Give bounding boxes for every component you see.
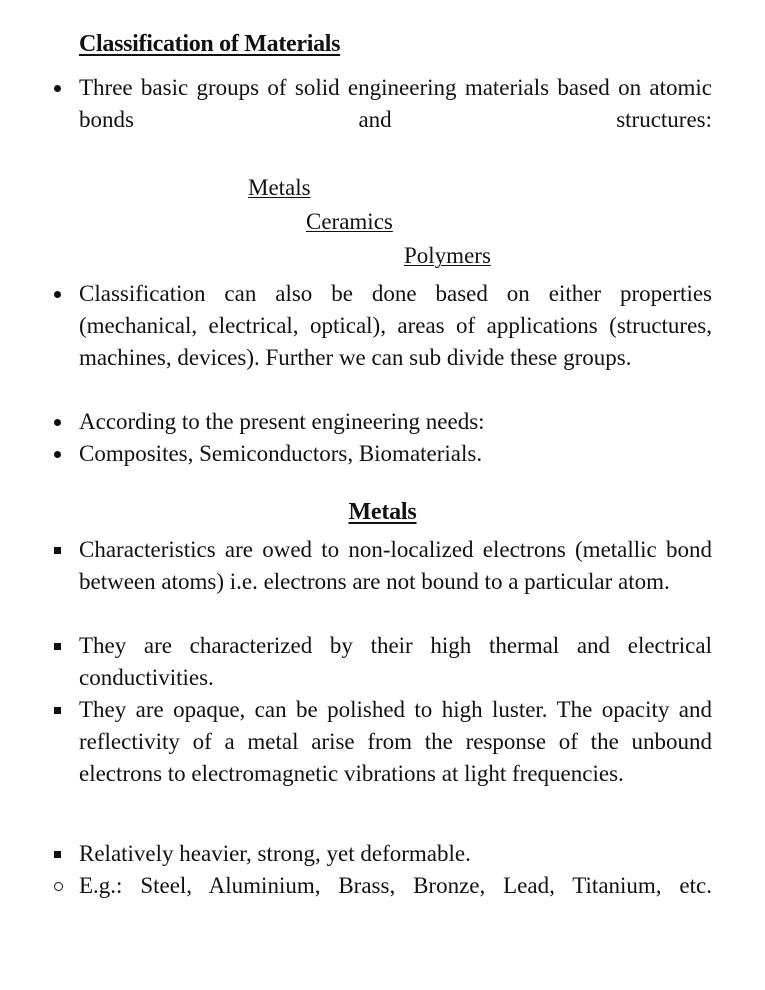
category-metals: Metals [248,175,311,200]
list-item [50,534,712,598]
bullet-group-intro-3 [50,406,712,438]
list-item [50,838,712,870]
list-item-text: They are characterized by their high thermal and electrical conductivities. [79,633,712,690]
list-item-text: Characteristics are owed to non-localized electrons (metallic bond between atoms) i.e. electrons are not bound to a particular atom. [79,537,712,594]
list-item [50,278,712,374]
bullet-group-metals-3 [50,694,712,790]
bullet-group-metals-5 [50,870,712,934]
disc-bullet-icon [54,72,72,104]
page-title: Classification of Materials [79,31,341,57]
square-bullet-icon [54,694,72,726]
list-item [50,694,712,790]
circle-bullet-icon [54,870,72,902]
bullet-group-intro-2 [50,278,712,374]
square-bullet-icon [54,838,72,870]
square-bullet-icon [54,630,72,662]
list-item [50,870,712,934]
list-item-text: E.g.: Steel, Aluminium, Brass, Bronze, Lead, Titanium, etc. [79,873,712,898]
disc-bullet-icon [54,278,72,310]
list-item-text: Classification can also be done based on either properties (mechanical, electrical, optical), areas of applications (structures, machines, devices). Further we can sub divide these groups. [79,281,712,370]
list-item-text: Relatively heavier, strong, yet deformable. [79,841,471,866]
disc-bullet-icon [54,406,72,438]
list-item-text: Composites, Semiconductors, Biomaterials. [79,441,483,466]
disc-bullet-icon [54,438,72,470]
section-heading-metals: Metals [348,499,417,525]
square-bullet-icon [54,534,72,566]
bullet-group-intro-4 [50,438,712,470]
bullet-group-metals-1 [50,534,712,598]
list-item [50,438,712,470]
list-item-text: According to the present engineering needs: [79,409,485,434]
list-item-text: They are opaque, can be polished to high luster. The opacity and reflectivity of a metal arise from the response of the unbound electrons to electromagnetic vibrations at light frequencies. [79,697,712,786]
list-item [50,406,712,438]
list-item [50,72,712,168]
bullet-group-metals-4 [50,838,712,870]
list-item-text: Three basic groups of solid engineering materials based on atomic bonds and structures: [79,75,712,132]
category-polymers: Polymers [404,243,491,268]
category-ceramics: Ceramics [306,209,393,234]
bullet-group-intro-1 [50,72,712,168]
